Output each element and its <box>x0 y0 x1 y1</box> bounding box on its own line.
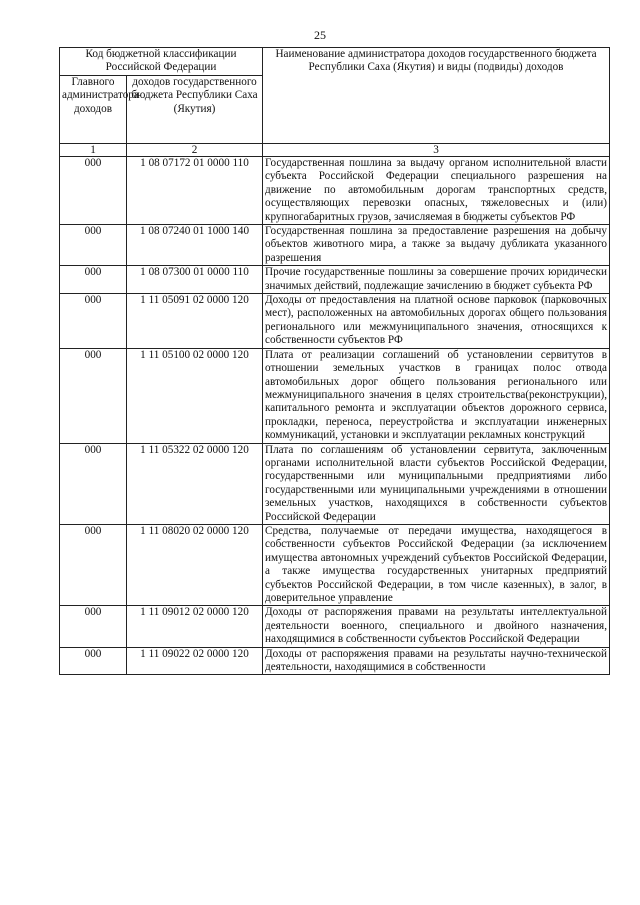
income-name: Плата по соглашениям об установлении сервитута, заключенным органами исполнительной власти субъектов Российской Федерации, государственными или муниципальными предприятиями либо государственными или муниципальными учреждениями в отношении земельных участков, находящихся в собственности субъектов Российской Федерации <box>263 443 610 524</box>
code-group-header: Код бюджетной классификации Российской Федерации <box>60 48 263 76</box>
admin-code: 000 <box>60 443 127 524</box>
income-code: 1 11 05100 02 0000 120 <box>127 348 263 443</box>
income-code: 1 11 08020 02 0000 120 <box>127 524 263 605</box>
admin-code: 000 <box>60 524 127 605</box>
table-row <box>60 443 610 524</box>
income-name: Прочие государственные пошлины за совершение прочих юридически значимых действий, подлежащие зачислению в бюджет субъекта РФ <box>263 266 610 294</box>
income-code: 1 11 09012 02 0000 120 <box>127 606 263 647</box>
income-code: 1 08 07300 01 0000 110 <box>127 266 263 294</box>
column-number: 2 <box>127 144 263 157</box>
income-name: Доходы от распоряжения правами на результаты научно-технической деятельности, находящимися в собственности <box>263 647 610 675</box>
income-name: Средства, получаемые от передачи имущества, находящегося в собственности субъектов Российской Федерации (за исключением имущества автономных учреждений субъектов Российской Федерации, а также имущества государственных унитарных предприятий субъектов Российской Федерации, в том числе казенных), в залог, в доверительное управление <box>263 524 610 605</box>
admin-code: 000 <box>60 348 127 443</box>
table-row <box>60 266 610 294</box>
table-row <box>60 647 610 675</box>
income-name: Государственная пошлина за предоставление разрешения на добычу объектов животного мира, а также за выдачу дубликата указанного разрешения <box>263 225 610 266</box>
table-row <box>60 606 610 647</box>
income-code: 1 08 07240 01 1000 140 <box>127 225 263 266</box>
income-name: Государственная пошлина за выдачу органом исполнительной власти субъекта Российской Федерации специального разрешения на движение по автомобильным дорогам транспортных средств, осуществляющих перевозки опасных, тяжеловесных и (или) крупногабаритных грузов, зачисляемая в бюджеты субъектов РФ <box>263 157 610 225</box>
header-row <box>60 48 610 76</box>
income-code: 1 11 09022 02 0000 120 <box>127 647 263 675</box>
admin-code: 000 <box>60 225 127 266</box>
admin-column-header: Главного администратора доходов <box>60 76 127 144</box>
income-name: Плата от реализации соглашений об установлении сервитутов в отношении земельных участков в границах полос отвода автомобильных дорог общего пользования регионального или межмуниципального значения в целях строительства(реконструкции), капитального ремонта и эксплуатации объектов дорожного сервиса, прокладки, переноса, переустройства и эксплуатации инженерных коммуникаций, установки и эксплуатации рекламных конструкций <box>263 348 610 443</box>
column-number-row <box>60 144 610 157</box>
code-column-header: доходов государственного бюджета Республики Саха (Якутия) <box>127 76 263 144</box>
income-code: 1 11 05091 02 0000 120 <box>127 294 263 349</box>
income-name: Доходы от предоставления на платной основе парковок (парковочных мест), расположенных на автомобильных дорогах общего пользования регионального или межмуниципального значения, относящихся к собственности субъектов РФ <box>263 294 610 349</box>
budget-classification-table <box>59 47 610 675</box>
admin-code: 000 <box>60 294 127 349</box>
income-code: 1 08 07172 01 0000 110 <box>127 157 263 225</box>
admin-code: 000 <box>60 606 127 647</box>
income-name: Доходы от распоряжения правами на результаты интеллектуальной деятельности военного, специального и двойного назначения, находящимися в собственности субъектов Российской Федерации <box>263 606 610 647</box>
table-row <box>60 225 610 266</box>
admin-code: 000 <box>60 647 127 675</box>
income-code: 1 11 05322 02 0000 120 <box>127 443 263 524</box>
admin-code: 000 <box>60 157 127 225</box>
table-row <box>60 524 610 605</box>
table-row <box>60 294 610 349</box>
column-number: 3 <box>263 144 610 157</box>
admin-code: 000 <box>60 266 127 294</box>
page-number: 25 <box>314 28 326 42</box>
table-row <box>60 157 610 225</box>
name-column-header: Наименование администратора доходов государственного бюджета Республики Саха (Якутия) и виды (подвиды) доходов <box>263 48 610 144</box>
column-number: 1 <box>60 144 127 157</box>
table-row <box>60 348 610 443</box>
